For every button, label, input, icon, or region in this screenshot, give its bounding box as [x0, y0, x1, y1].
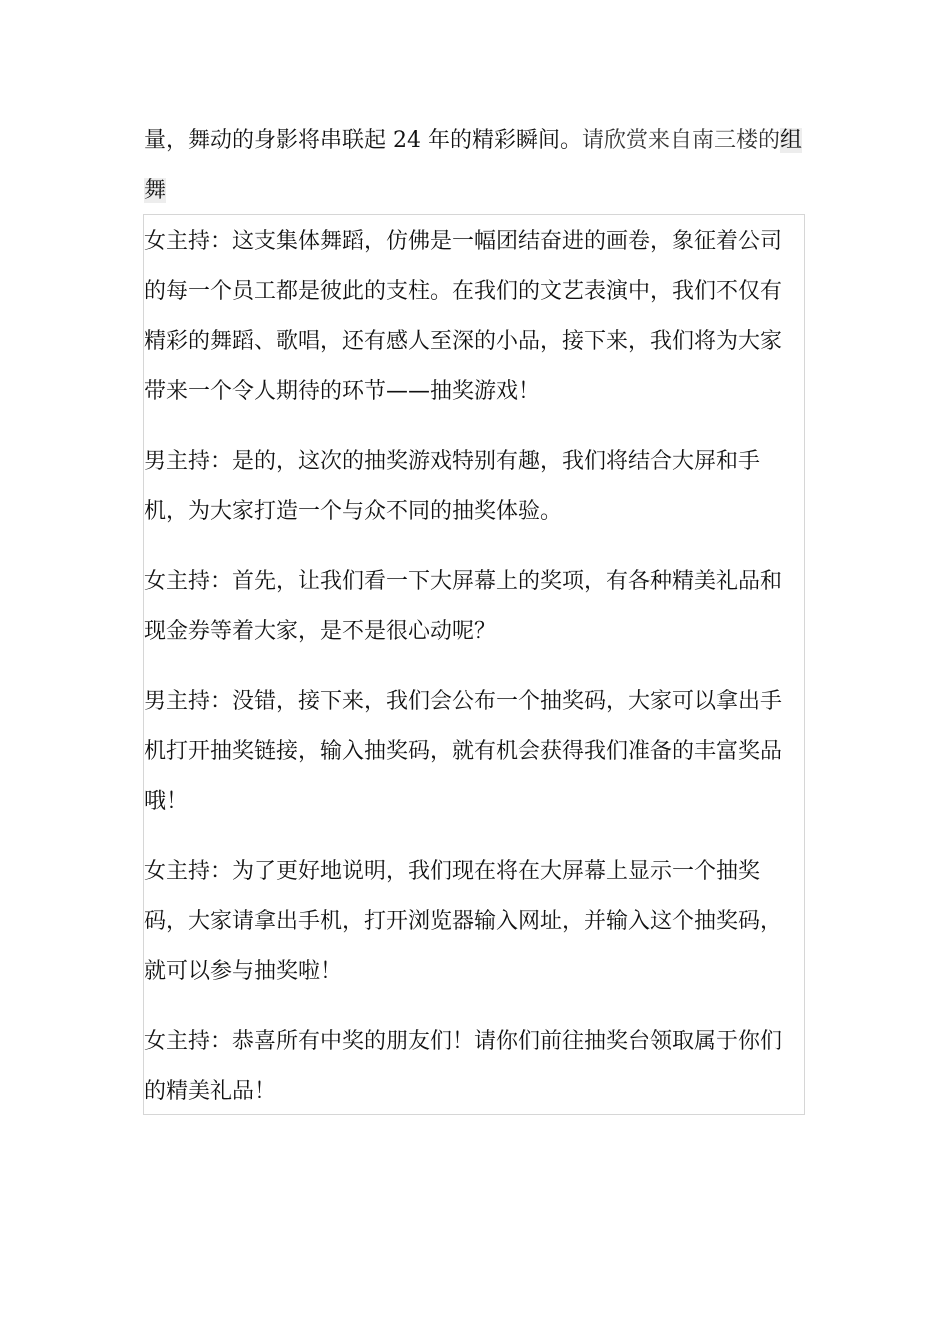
dialogue-paragraph: 女主持：首先，让我们看一下大屏幕上的奖项，有各种精美礼品和现金券等着大家，是不是很心动呢？: [144, 569, 783, 644]
dialogue-paragraph: 女主持：恭喜所有中奖的朋友们！请你们前往抽奖台领取属于你们的精美礼品！: [144, 1029, 783, 1104]
dialogue-paragraph: 男主持：是的，这次的抽奖游戏特别有趣，我们将结合大屏和手机，为大家打造一个与众不同的抽奖体验。: [144, 449, 761, 524]
dialogue-paragraph: 女主持：这支集体舞蹈，仿佛是一幅团结奋进的画卷，象征着公司的每一个员工都是彼此的支柱。在我们的文艺表演中，我们不仅有精彩的舞蹈、歌唱，还有感人至深的小品，接下来，我们将为大家带来一个令人期待的环节——抽奖游戏！: [144, 229, 783, 404]
intro-text-2: 起 24 年: [364, 128, 450, 153]
dialogue-paragraph: 男主持：没错，接下来，我们会公布一个抽奖码，大家可以拿出手机打开抽奖链接，输入抽奖码，就有机会获得我们准备的丰富奖品哦！: [144, 689, 783, 814]
intro-text-3: 的精彩瞬间。: [450, 128, 583, 153]
intro-text-4: 请欣赏来自南三楼的: [582, 128, 781, 153]
intro-text-5: 组舞: [144, 128, 803, 203]
intro-paragraph: [144, 116, 812, 216]
intro-text-1: 量，舞动的身影将串联: [144, 128, 365, 153]
dialogue-paragraph: 女主持：为了更好地说明，我们现在将在大屏幕上显示一个抽奖码，大家请拿出手机，打开浏览器输入网址，并输入这个抽奖码，就可以参与抽奖啦！: [144, 859, 783, 984]
